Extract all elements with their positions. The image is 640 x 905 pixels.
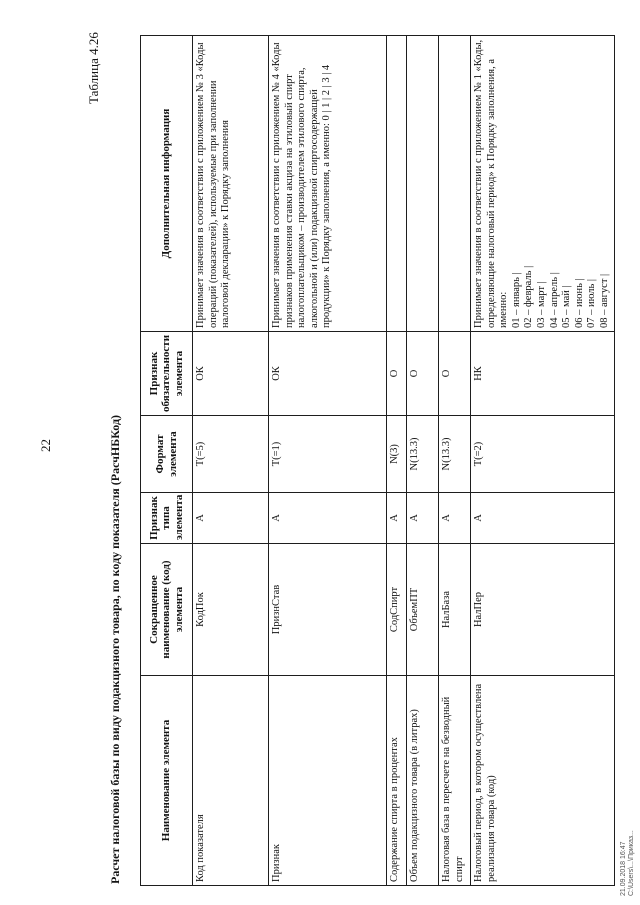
cell-info	[471, 36, 615, 332]
period-option: 04 – апрель |	[548, 272, 560, 328]
header-type: Признак типа элемента	[141, 493, 193, 544]
cell-required: О	[387, 332, 407, 416]
cell-name: Код показателя	[193, 676, 269, 886]
header-code: Сокращенное наименование (код) элемента	[141, 544, 193, 676]
header-name: Наименование элемента	[141, 676, 193, 886]
cell-code: НалПер	[471, 544, 615, 676]
cell-name: Налоговая база в пересчете на безводный спирт	[439, 676, 471, 886]
cell-info	[407, 36, 439, 332]
table-row	[471, 36, 615, 886]
cell-format: N(3)	[387, 416, 407, 493]
cell-code: ПризнСтав	[269, 544, 387, 676]
cell-required: ОК	[193, 332, 269, 416]
cell-info	[439, 36, 471, 332]
footer-stamp-path: C:\Users\...\Приказ...	[628, 830, 635, 896]
period-option: 02 – февраль |	[523, 265, 535, 328]
cell-name: Содержание спирта в процентах	[387, 676, 407, 886]
cell-format: Т(=1)	[269, 416, 387, 493]
period-option: 05 – май |	[561, 285, 573, 328]
cell-format: Т(=2)	[471, 416, 615, 493]
cell-format: N(13.3)	[439, 416, 471, 493]
cell-info: Принимает значения в соответствии с приложением № 3 «Коды операций (показателей), используемые при заполнении налоговой декларации» к Порядку заполнения	[193, 36, 269, 332]
period-option: 03 – март |	[535, 281, 547, 328]
cell-info	[387, 36, 407, 332]
cell-required: О	[407, 332, 439, 416]
period-option: 08 – август |	[598, 273, 610, 328]
table-title: Расчет налоговой базы по виду подакцизного товара, по коду показателя (РасчНБКод)	[108, 414, 122, 884]
period-option: 01 – январь |	[510, 272, 522, 328]
cell-type: А	[387, 493, 407, 544]
cell-type: А	[407, 493, 439, 544]
table-header-row	[141, 36, 193, 886]
cell-type: А	[439, 493, 471, 544]
period-option: 06 – июнь |	[573, 278, 585, 328]
cell-required: НК	[471, 332, 615, 416]
table-row	[407, 36, 439, 886]
elements-table	[140, 35, 615, 886]
cell-required: ОК	[269, 332, 387, 416]
cell-type: А	[193, 493, 269, 544]
period-option: 07 – июль |	[586, 279, 598, 328]
cell-name: Признак	[269, 676, 387, 886]
table-row	[193, 36, 269, 886]
header-format: Формат элемента	[141, 416, 193, 493]
cell-name: Объем подакцизного товара (в литрах)	[407, 676, 439, 886]
cell-format: N(13.3)	[407, 416, 439, 493]
table-label: Таблица 4.26	[86, 32, 101, 104]
cell-code: НалБаза	[439, 544, 471, 676]
cell-format: Т(=5)	[193, 416, 269, 493]
cell-required: О	[439, 332, 471, 416]
page-number: 22	[38, 439, 53, 452]
cell-info-text: Принимает значения в соответствии с приложением № 1 «Коды, определяющие налоговый период» к Порядку заполнения, а именно:	[473, 39, 510, 328]
cell-code: КодПок	[193, 544, 269, 676]
table-row	[387, 36, 407, 886]
footer-stamp-date: 21.09.2018 16:47	[620, 841, 627, 896]
cell-code: ОбъемПТ	[407, 544, 439, 676]
footer-stamp	[620, 830, 636, 896]
table-row	[439, 36, 471, 886]
cell-code: СодСпирт	[387, 544, 407, 676]
cell-type: А	[269, 493, 387, 544]
table-container	[140, 36, 610, 886]
cell-info: Принимает значения в соответствии с приложением № 4 «Коды признаков применения ставки акциза на этиловый спирт налогоплательщиком – производителем этилового спирта, алкогольной и (или) подакцизной спиртосодержащей продукции» к Порядку заполнения, а именно: 0 | 1 | 2 | 3 | 4	[269, 36, 387, 332]
table-row	[269, 36, 387, 886]
cell-name: Налоговый период, в котором осуществлена реализация товара (код)	[471, 676, 615, 886]
header-info: Дополнительная информация	[141, 36, 193, 332]
header-required: Признак обязательности элемента	[141, 332, 193, 416]
cell-type: А	[471, 493, 615, 544]
